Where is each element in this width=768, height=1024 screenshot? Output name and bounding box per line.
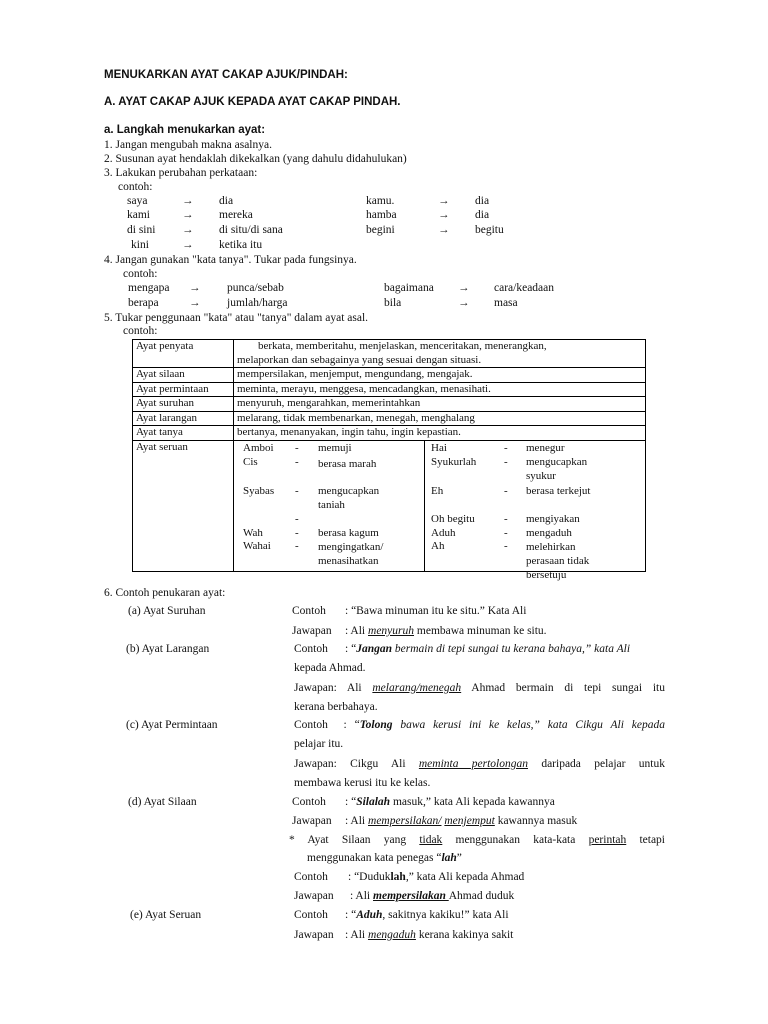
example-label: (b) Ayat Larangan <box>126 643 210 655</box>
word-to: masa <box>494 297 518 309</box>
arrow-icon: → <box>182 224 194 236</box>
word-to: ketika itu <box>219 239 263 251</box>
word-from: bagaimana <box>384 282 434 294</box>
example-sentence-cont: pelajar itu. <box>294 738 344 750</box>
word-to: mereka <box>219 209 253 221</box>
arrow-icon: → <box>182 195 194 207</box>
example-sentence: Contoh : “Tolong bawa kerusi ini ke kelas,” kata Cikgu Ali kepada <box>294 719 665 731</box>
word-from: hamba <box>366 209 397 221</box>
example-answer: : Ali mempersilakan/ menjemput kawannya masuk <box>345 815 578 827</box>
example-sentence: : “Bawa minuman itu ke situ.” Kata Ali <box>345 605 527 617</box>
arrow-icon: → <box>458 297 470 309</box>
word-from: bila <box>384 297 402 309</box>
silaan-note: * Ayat Silaan yang tidak menggunakan kata-kata perintah tetapi <box>289 834 665 846</box>
word-to: dia <box>475 209 490 221</box>
seruan-cell: Amboi - memuji Cis - berasa marah Syabas - mengucapkan taniah - Wah - berasa kagum Wahai - mengingatkan/ menasihatkan Hai - menegur Syukurlah - mengucapkan syukur Eh - berasa terkejut Oh begitu - mengiyakan Aduh - mengaduh Ah - melehirkan perasaan tidak bersetuju <box>234 440 646 571</box>
page-title: MENUKARKAN AYAT CAKAP AJUK/PINDAH: <box>104 69 348 81</box>
word-from: di sini <box>127 224 156 236</box>
contoh-label: contoh: <box>123 268 158 280</box>
word-to: begitu <box>475 224 504 236</box>
contoh-label: contoh: <box>118 181 153 193</box>
jawapan-tag: Jawapan <box>292 815 332 827</box>
silaan-note-cont: menggunakan kata penegas “lah” <box>307 852 462 864</box>
row-value: berkata, memberitahu, menjelaskan, menceritakan, menerangkan, melaporkan dan sebagainya yang sesuai dengan situasi. <box>234 340 646 368</box>
example-answer: Jawapan: Cikgu Ali meminta pertolongan daripada pelajar untuk <box>294 758 665 770</box>
step-4: 4. Jangan gunakan "kata tanya". Tukar pada fungsinya. <box>104 254 357 266</box>
contoh-tag: Contoh <box>294 871 328 883</box>
arrow-icon: → <box>182 209 194 221</box>
word-from: berapa <box>128 297 159 309</box>
reporting-verbs-table <box>132 339 646 581</box>
word-from: kami <box>127 209 150 221</box>
row-label: Ayat seruan <box>133 440 234 571</box>
example-sentence: : “Duduklah,” kata Ali kepada Ahmad <box>348 871 525 883</box>
example-label: (a) Ayat Suruhan <box>128 605 206 617</box>
example-answer: : Ali menyuruh membawa minuman ke situ. <box>345 625 547 637</box>
example-label: (e) Ayat Seruan <box>130 909 202 921</box>
jawapan-tag: Jawapan <box>294 890 334 902</box>
example-sentence: : “Aduh, sakitnya kakiku!” kata Ali <box>345 909 509 921</box>
jawapan-tag: Jawapan <box>294 929 334 941</box>
word-from: saya <box>127 195 148 207</box>
arrow-icon: → <box>189 282 201 294</box>
word-to: dia <box>475 195 490 207</box>
word-to: cara/keadaan <box>494 282 555 294</box>
word-to: dia <box>219 195 234 207</box>
example-answer-cont: membawa kerusi itu ke kelas. <box>294 777 431 789</box>
subsection-heading: a. Langkah menukarkan ayat: <box>104 124 266 136</box>
step-6: 6. Contoh penukaran ayat: <box>104 587 226 599</box>
contoh-tag: Contoh <box>292 796 326 808</box>
table-row: Ayat suruhan menyuruh, mengarahkan, memerintahkan <box>133 397 646 412</box>
contoh-tag: Contoh <box>294 909 328 921</box>
arrow-icon: → <box>438 209 450 221</box>
example-answer: Jawapan: Ali melarang/menegah Ahmad bermain di tepi sungai itu <box>294 682 665 694</box>
word-from: kamu. <box>366 195 395 207</box>
word-to: di situ/di sana <box>219 224 283 236</box>
step-3: 3. Lakukan perubahan perkataan: <box>104 167 258 179</box>
example-answer: : Ali mempersilakan Ahmad duduk <box>350 890 515 902</box>
contoh-tag: Contoh <box>294 643 328 655</box>
arrow-icon: → <box>438 195 450 207</box>
arrow-icon: → <box>182 239 194 251</box>
table-row: Ayat larangan melarang, tidak membenarkan, menegah, menghalang <box>133 411 646 426</box>
contoh-label: contoh: <box>123 325 158 337</box>
word-from: begini <box>366 224 395 236</box>
arrow-icon: → <box>438 224 450 236</box>
table-row <box>133 440 646 571</box>
table-row: Ayat permintaan meminta, merayu, menggesa, mencadangkan, menasihati. <box>133 382 646 397</box>
section-heading: A. AYAT CAKAP AJUK KEPADA AYAT CAKAP PINDAH. <box>104 96 401 108</box>
example-label: (d) Ayat Silaan <box>128 796 197 808</box>
word-to: punca/sebab <box>227 282 284 294</box>
word-to: jumlah/harga <box>227 297 288 309</box>
example-answer: : Ali mengaduh kerana kakinya sakit <box>345 929 514 941</box>
row-label: Ayat penyata <box>133 340 234 368</box>
jawapan-tag: Jawapan <box>292 625 332 637</box>
example-label: (c) Ayat Permintaan <box>126 719 218 731</box>
arrow-icon: → <box>189 297 201 309</box>
step-5: 5. Tukar penggunaan "kata" atau "tanya" dalam ayat asal. <box>104 312 369 324</box>
example-sentence: : “Silalah masuk,” kata Ali kepada kawannya <box>345 796 555 808</box>
step-2: 2. Susunan ayat hendaklah dikekalkan (yang dahulu didahulukan) <box>104 153 407 165</box>
example-sentence-cont: kepada Ahmad. <box>294 662 366 674</box>
arrow-icon: → <box>458 282 470 294</box>
table-row: Ayat tanya bertanya, menanyakan, ingin tahu, ingin kepastian. <box>133 426 646 441</box>
contoh-tag: Contoh <box>292 605 326 617</box>
step-1: 1. Jangan mengubah makna asalnya. <box>104 139 272 151</box>
example-sentence: : “Jangan bermain di tepi sungai tu kerana bahaya,” kata Ali <box>345 643 631 655</box>
word-from: mengapa <box>128 282 170 294</box>
table-row <box>133 340 646 368</box>
table-row: Ayat silaan mempersilakan, menjemput, mengundang, mengajak. <box>133 368 646 383</box>
word-from: kini <box>131 239 149 251</box>
example-answer-cont: kerana berbahaya. <box>294 701 378 713</box>
